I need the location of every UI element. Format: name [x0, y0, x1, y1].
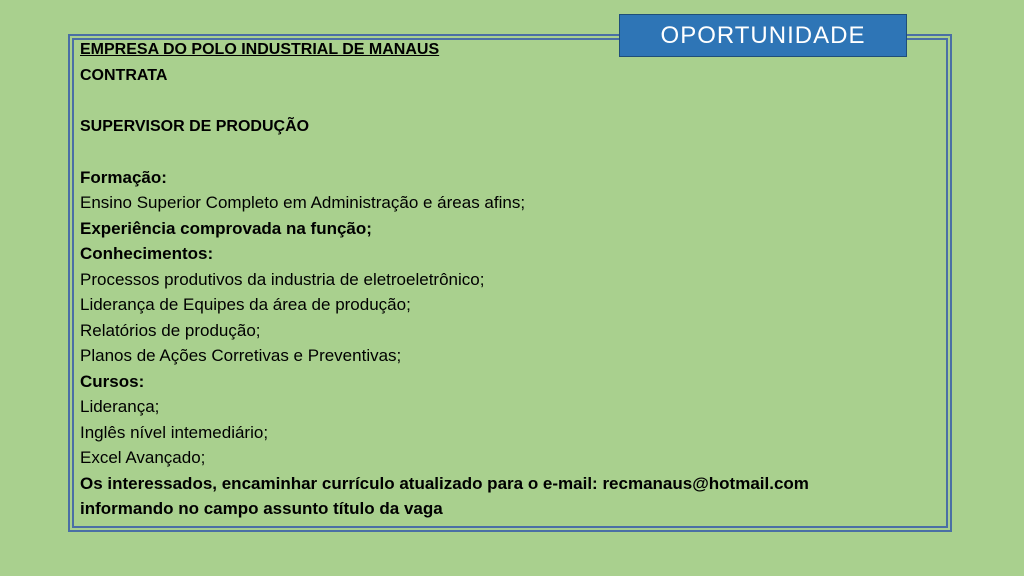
cursos-item: Liderança; — [80, 397, 160, 416]
spacer — [80, 88, 940, 114]
contact-instructions: Os interessados, encaminhar currículo atualizado para o e-mail: recmanaus@hotmail.com — [80, 473, 809, 493]
job-posting-content — [80, 37, 940, 522]
hiring-label: CONTRATA — [80, 66, 168, 84]
formacao-item: Ensino Superior Completo em Administração e áreas afins; — [80, 193, 526, 212]
conhecimentos-item: Planos de Ações Corretivas e Preventivas; — [80, 346, 402, 365]
contact-instructions-subject: informando no campo assunto título da vaga — [80, 499, 443, 518]
spacer — [80, 139, 940, 165]
position-title: SUPERVISOR DE PRODUÇÃO — [80, 117, 310, 135]
conhecimentos-item: Processos produtivos da industria de eletroeletrônico; — [80, 269, 485, 289]
company-heading: EMPRESA DO POLO INDUSTRIAL DE MANAUS — [80, 41, 440, 58]
conhecimentos-item: Relatórios de produção; — [80, 320, 261, 340]
cursos-item: Excel Avançado; — [80, 448, 206, 467]
experiencia-requirement: Experiência comprovada na função; — [80, 218, 372, 238]
cursos-heading: Cursos: — [80, 371, 145, 391]
formacao-heading: Formação: — [80, 167, 167, 187]
conhecimentos-heading: Conhecimentos: — [80, 244, 214, 263]
cursos-item: Inglês nível intemediário; — [80, 422, 269, 442]
conhecimentos-item: Liderança de Equipes da área de produção; — [80, 295, 411, 314]
opportunity-badge: OPORTUNIDADE — [619, 14, 907, 57]
